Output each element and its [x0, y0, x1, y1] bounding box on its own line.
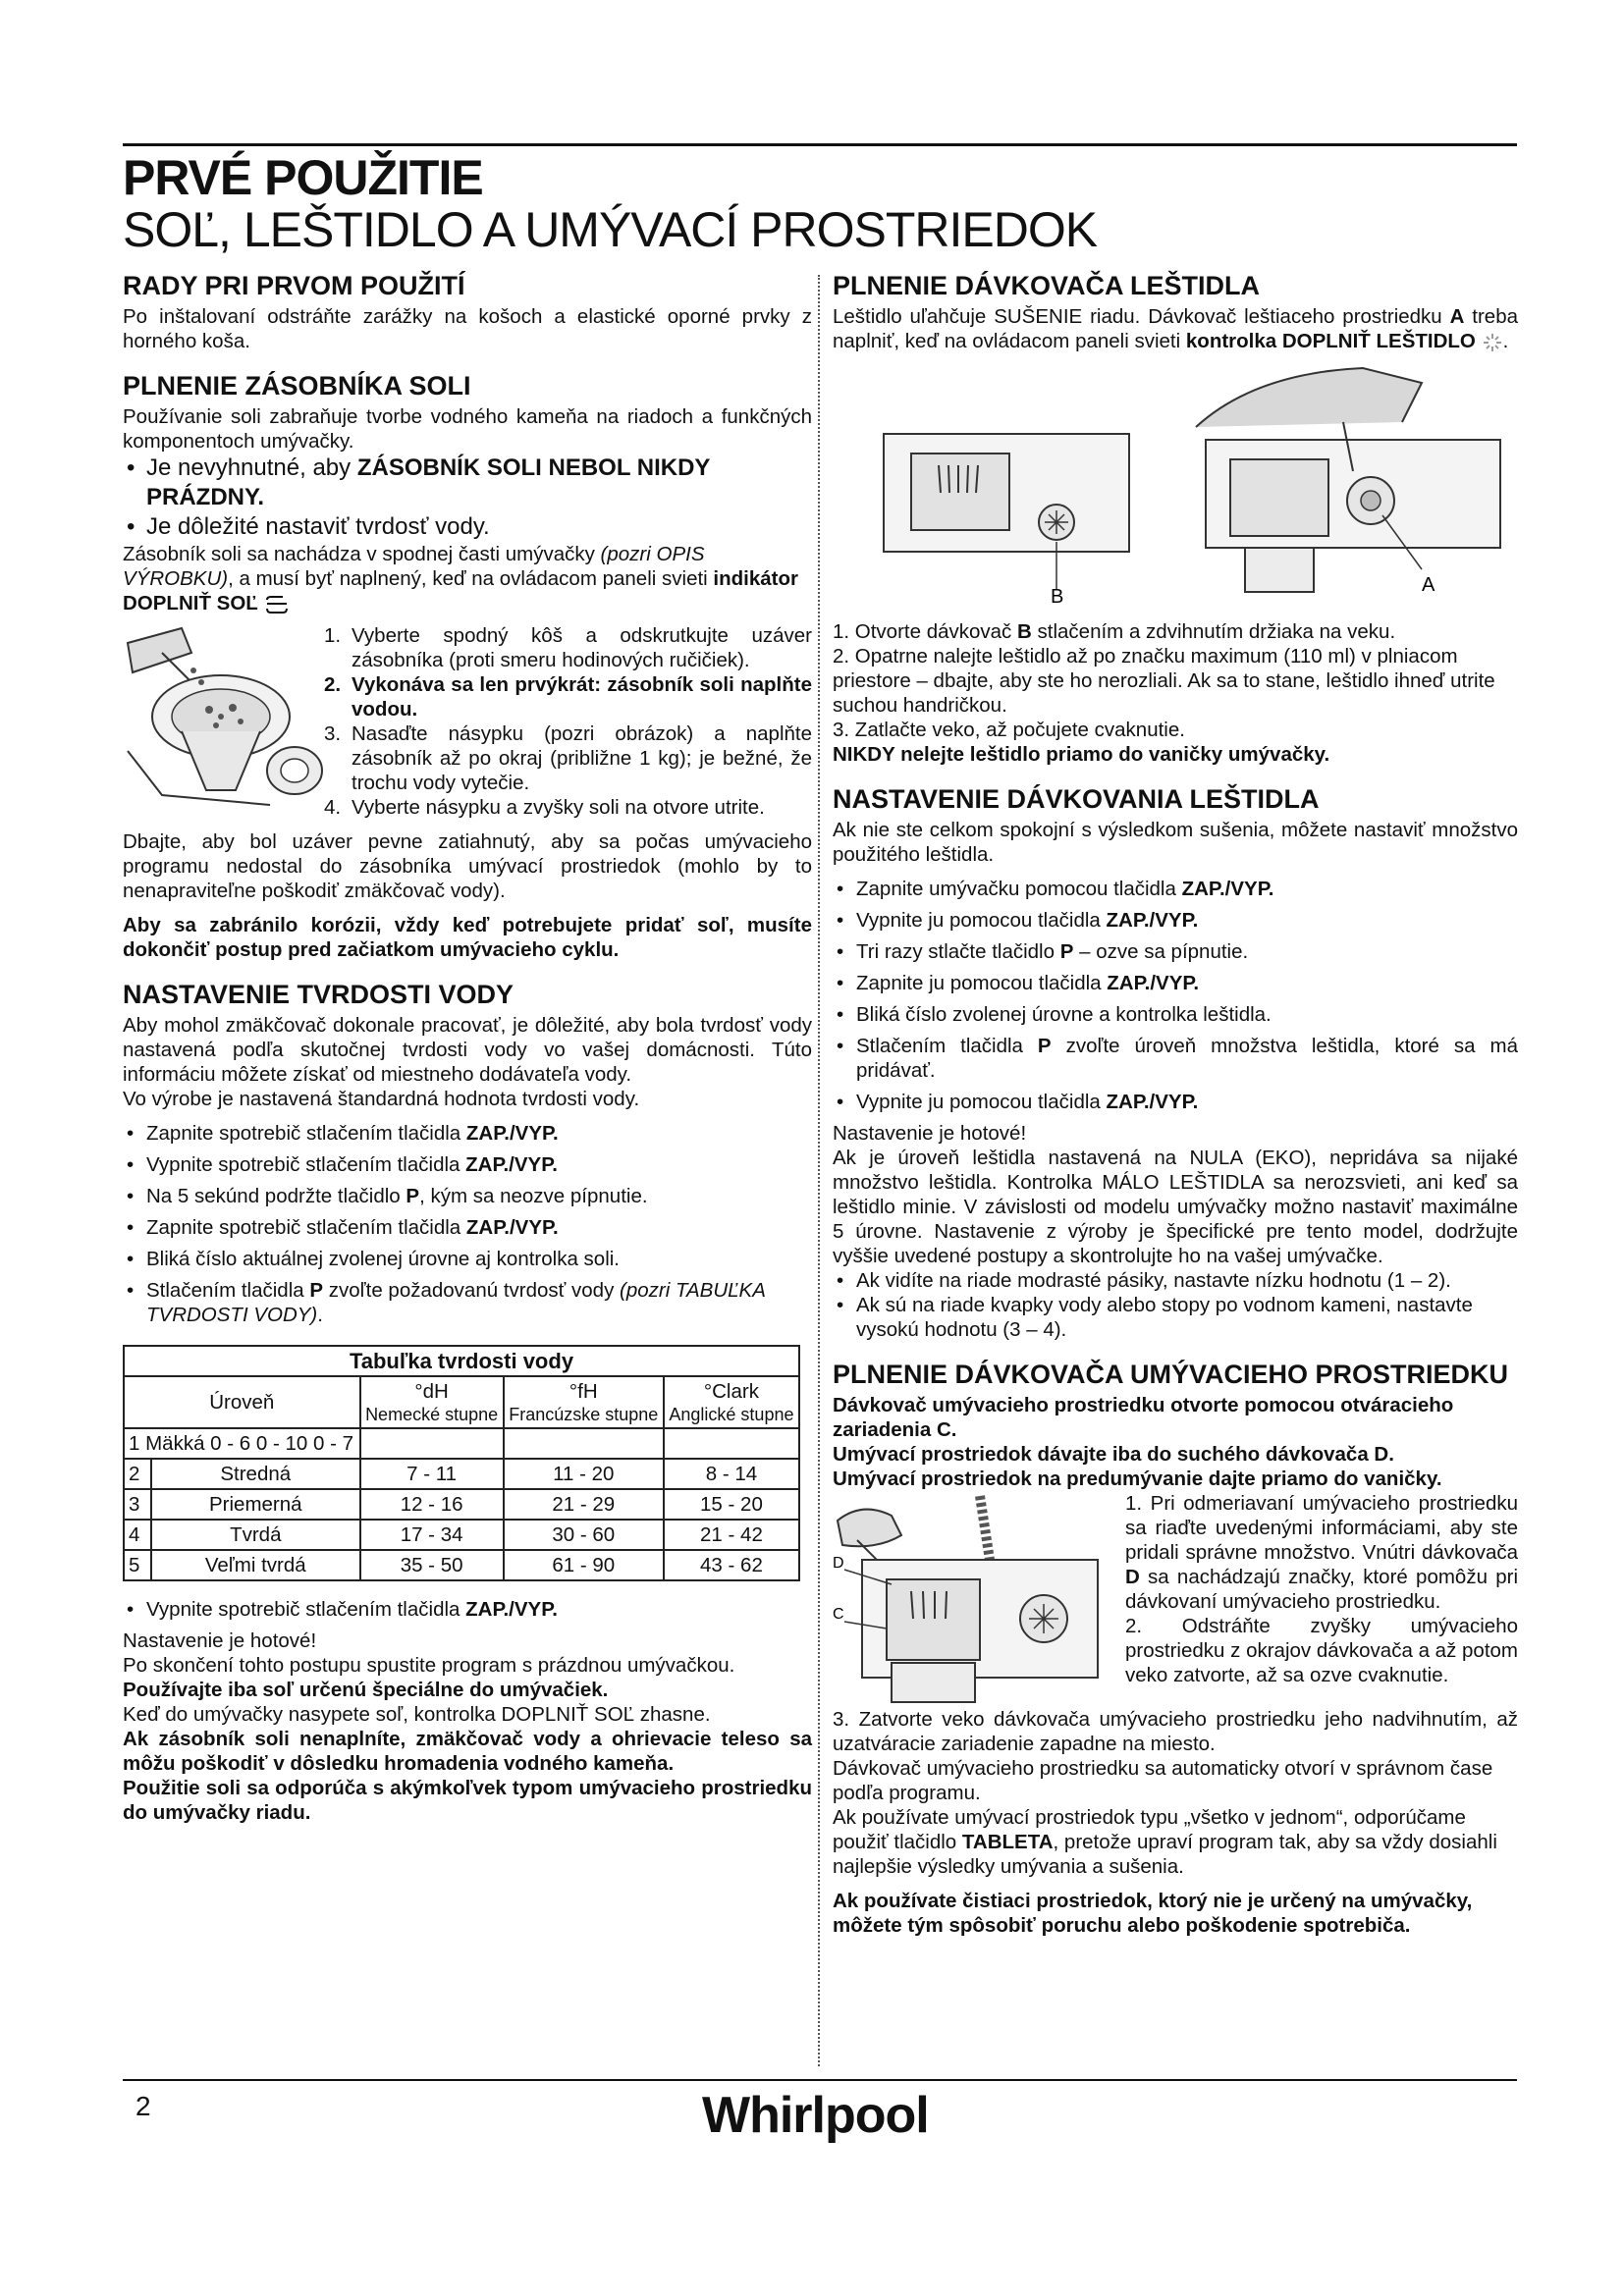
hardness-done: Nastavenie je hotové! [123, 1629, 317, 1652]
dosage-tip: • Ak vidíte na riade modrasté pásiky, nastavte nízku hodnotu (1 – 2). [833, 1268, 1518, 1293]
detergent-steps [1117, 1491, 1518, 1707]
salt-type-note: Používajte iba soľ určenú špeciálne do umývačiek. [123, 1679, 609, 1701]
label-d: D [833, 1555, 844, 1572]
salt-step: 3. Nasaďte násypku (pozri obrázok) a naplňte zásobník až po okraj (približne 1 kg); je bežné, že trochu vody vytečie. [324, 722, 812, 794]
table-row: 1 Mäkká 0 - 6 0 - 10 0 - 7 [124, 1428, 799, 1459]
bottom-rule [123, 2079, 1517, 2081]
salt-steps-list [324, 623, 812, 820]
hardness-step: • Vypnite spotrebič stlačením tlačidla ZAP./VYP. [123, 1152, 812, 1177]
salt-recommendation: Použitie soli sa odporúča s akýmkoľvek typom umývacieho prostriedku do umývačky riadu. [123, 1777, 812, 1824]
table-row: 5 Veľmi tvrdá 35 - 50 61 - 90 43 - 62 [124, 1550, 799, 1580]
detergent-steps-block [833, 1491, 1518, 1707]
rinse-warning: NIKDY nelejte leštidlo priamo do vaničky umývačky. [833, 743, 1330, 766]
salt-key-points [123, 454, 812, 542]
dosage-step: • Vypnite ju pomocou tlačidla ZAP./VYP. [833, 908, 1518, 933]
hardness-intro: Aby mohol zmäkčovač dokonale pracovať, je dôležité, aby bola tvrdosť vody nastavená podľa skutočnej tvrdosti vody vo vašej domácnosti. Túto informáciu môžete získať od miestneho dodávateľa vody. [123, 1014, 812, 1086]
salt-step: 1. Vyberte spodný kôš a odskrutkujte uzáver zásobníka (proti smeru hodinových ručičiek). [324, 624, 812, 671]
table-header-clark: °Clark Anglické stupne [664, 1376, 799, 1428]
rinse-dispenser-illustration [833, 363, 1518, 604]
rinse-step: 1. Otvorte dávkovač B stlačením a zdvihnutím držiaka na veku. [833, 620, 1396, 643]
section-heading-salt: PLNENIE ZÁSOBNÍKA SOLI [123, 371, 471, 400]
hardness-default: Vo výrobe je nastavená štandardná hodnota tvrdosti vody. [123, 1088, 640, 1110]
table-row: 2 Stredná 7 - 11 11 - 20 8 - 14 [124, 1459, 799, 1489]
water-hardness-table [123, 1345, 800, 1581]
detergent-step-3: 3. Zatvorte veko dávkovača umývacieho prostriedku jeho nadvihnutím, až uzatváracie zariadenie zapadne na miesto. [833, 1708, 1518, 1755]
detergent-all-in-one: Ak používate umývací prostriedok typu „všetko v jednom“, odporúčame použiť tlačidlo TABLETA, pretože upraví program tak, aby sa vždy dosiahli najlepšie výsledky umývania a sušenia. [833, 1806, 1497, 1878]
table-row: 3 Priemerná 12 - 16 21 - 29 15 - 20 [124, 1489, 799, 1520]
salt-damage-warning: Ak zásobník soli nenaplníte, zmäkčovač vody a ohrievacie teleso sa môžu poškodiť v dôsledku hromadenia vodného kameňa. [123, 1728, 812, 1775]
detergent-open-note: Dávkovač umývacieho prostriedku otvorte pomocou otváracieho zariadenia C. [833, 1394, 1454, 1441]
dosage-tip: • Ak sú na riade kvapky vody alebo stopy po vodnom kameni, nastavte vysokú hodnotu (3 – 4). [833, 1293, 1518, 1342]
salt-point-1: • Je nevyhnutné, aby ZÁSOBNÍK SOLI NEBOL NIKDY PRÁZDNY. [123, 454, 812, 512]
table-header-dh: °dH Nemecké stupne [360, 1376, 504, 1428]
right-column [833, 271, 1518, 1938]
top-rule [123, 143, 1517, 146]
hardness-step: • Zapnite spotrebič stlačením tlačidla ZAP./VYP. [123, 1121, 812, 1146]
rinse-intro: Leštidlo uľahčuje SUŠENIE riadu. Dávkovač leštiaceho prostriedku A treba naplniť, keď na ovládacom paneli svieti kontrolka DOPLNIŤ LEŠTIDLO . [833, 305, 1518, 352]
salt-refill-icon [264, 594, 290, 615]
detergent-dry-note: Umývací prostriedok dávajte iba do suchého dávkovača D. [833, 1443, 1394, 1466]
rinse-steps [833, 619, 1518, 742]
detergent-step-1: 1. Pri odmeriavaní umývacieho prostriedku sa riaďte uvedenými informáciami, aby ste pridali správne množstvo. Vnútri dávkovača D sa nachádzajú značky, ktoré pomôžu pri dávkovaní umývacieho prostriedku. [1125, 1492, 1518, 1613]
section-heading-rinse-aid: PLNENIE DÁVKOVAČA LEŠTIDLA [833, 271, 1261, 300]
first-use-text: Po inštalovaní odstráňte zarážky na košoch a elastické oporné prvky z horného koša. [123, 305, 812, 352]
rinse-step: 2. Opatrne nalejte leštidlo až po značku maximum (110 ml) v plniacom priestore – dbajte, aby ste ho nerozliali. Ak sa to stane, leštidlo ihneď utrite suchou handričkou. [833, 645, 1495, 717]
table-header-fh: °fH Francúzske stupne [504, 1376, 664, 1428]
salt-point-2: • Je dôležité nastaviť tvrdosť vody. [123, 512, 812, 542]
section-heading-detergent: PLNENIE DÁVKOVAČA UMÝVACIEHO PROSTRIEDKU [833, 1360, 1509, 1389]
detergent-prewash-note: Umývací prostriedok na predumývanie dajte priamo do vaničky. [833, 1468, 1442, 1490]
dosage-step: • Stlačením tlačidla P zvoľte úroveň množstva leštidla, ktoré sa má pridávať. [833, 1034, 1518, 1083]
dosage-step: • Vypnite ju pomocou tlačidla ZAP./VYP. [833, 1090, 1518, 1114]
detergent-auto-open: Dávkovač umývacieho prostriedku sa automaticky otvorí v správnom čase podľa programu. [833, 1757, 1493, 1804]
section-heading-first-use: RADY PRI PRVOM POUŽITÍ [123, 271, 465, 300]
hardness-steps [123, 1121, 812, 1327]
page-subtitle: SOĽ, LEŠTIDLO A UMÝVACÍ PROSTRIEDOK [123, 202, 1098, 257]
page-number: 2 [135, 2091, 151, 2121]
dosage-step: • Zapnite ju pomocou tlačidla ZAP./VYP. [833, 971, 1518, 995]
left-column [123, 271, 812, 1825]
salt-cap-warning: Dbajte, aby bol uzáver pevne zatiahnutý, aby sa počas umývacieho programu nedostal do zásobníka umývací prostriedok (mohlo by to nenapraviteľne poškodiť zmäkčovač vody). [123, 830, 812, 902]
salt-intro: Používanie soli zabraňuje tvorbe vodného kameňa na riadoch a funkčných komponentoch umývačky. [123, 405, 812, 453]
hardness-step: • Bliká číslo aktuálnej zvolenej úrovne aj kontrolka soli. [123, 1247, 812, 1271]
label-a: A [1422, 574, 1435, 596]
dosage-intro: Ak nie ste celkom spokojní s výsledkom sušenia, môžete nastaviť množstvo použitého leštidla. [833, 819, 1518, 866]
salt-step: 2. Vykonáva sa len prvýkrát: zásobník soli naplňte vodou. [324, 673, 812, 721]
detergent-warning: Ak používate čistiaci prostriedok, ktorý nie je určený na umývačky, môžete tým spôsobiť poruchu alebo poškodenie spotrebiča. [833, 1890, 1473, 1937]
salt-indicator-note: Keď do umývačky nasypete soľ, kontrolka DOPLNIŤ SOĽ zhasne. [123, 1703, 711, 1726]
salt-step: 4. Vyberte násypku a zvyšky soli na otvore utrite. [324, 796, 765, 819]
column-divider [818, 275, 820, 2066]
salt-funnel-illustration [123, 623, 324, 810]
detergent-step-2: 2. Odstráňte zvyšky umývacieho prostriedku z okrajov dávkovača a až potom veko zatvorte, až sa ozve cvaknutie. [1125, 1615, 1518, 1686]
detergent-dispenser-illustration [833, 1491, 1117, 1707]
rinse-step: 3. Zatlačte veko, až počujete cvaknutie. [833, 719, 1185, 741]
hardness-step: • Na 5 sekúnd podržte tlačidlo P, kým sa neozve pípnutie. [123, 1184, 812, 1208]
hardness-final-step: • Vypnite spotrebič stlačením tlačidla ZAP./VYP. [123, 1597, 812, 1622]
label-c: C [833, 1606, 844, 1623]
table-header-level: Úroveň [124, 1376, 360, 1428]
hardness-empty-run: Po skončení tohto postupu spustite program s prázdnou umývačkou. [123, 1654, 735, 1677]
rinse-aid-icon [1482, 332, 1503, 353]
hardness-step: • Stlačením tlačidla P zvoľte požadovanú tvrdosť vody (pozri TABUĽKA TVRDOSTI VODY). [123, 1278, 812, 1327]
salt-steps-block [123, 623, 812, 820]
table-caption: Tabuľka tvrdosti vody [124, 1346, 799, 1376]
dosage-tips [833, 1268, 1518, 1342]
brand-logo: Whirlpool [702, 2087, 929, 2144]
label-b: B [1051, 586, 1064, 604]
dosage-steps [833, 877, 1518, 1114]
dosage-step: • Tri razy stlačte tlačidlo P – ozve sa pípnutie. [833, 939, 1518, 964]
page-title: PRVÉ POUŽITIE [123, 150, 483, 205]
dosage-done: Nastavenie je hotové! [833, 1122, 1027, 1145]
salt-location-text: Zásobník soli sa nachádza v spodnej časti umývačky (pozri OPIS VÝROBKU), a musí byť naplnený, keď na ovládacom paneli svieti indikátor DOPLNIŤ SOĽ [123, 543, 798, 614]
dosage-step: • Bliká číslo zvolenej úrovne a kontrolka leštidla. [833, 1002, 1518, 1027]
section-heading-rinse-dosage: NASTAVENIE DÁVKOVANIA LEŠTIDLA [833, 784, 1320, 814]
salt-corrosion-note: Aby sa zabránilo korózii, vždy keď potrebujete pridať soľ, musíte dokončiť postup pred začiatkom umývacieho cyklu. [123, 914, 812, 961]
table-row: 4 Tvrdá 17 - 34 30 - 60 21 - 42 [124, 1520, 799, 1550]
dosage-step: • Zapnite umývačku pomocou tlačidla ZAP./VYP. [833, 877, 1518, 901]
hardness-step: • Zapnite spotrebič stlačením tlačidla ZAP./VYP. [123, 1215, 812, 1240]
section-heading-water-hardness: NASTAVENIE TVRDOSTI VODY [123, 980, 514, 1009]
dosage-info: Ak je úroveň leštidla nastavená na NULA (EKO), nepridáva sa nijaké množstvo leštidla. Kontrolka MÁLO LEŠTIDLA sa nerozsvieti, ani keď sa leštidlo minie. V závislosti od modelu umývačky možno nastaviť maximálne 5 úrovne. Nastavenie z výroby je špecifické pre tento model, dodržujte vyššie uvedené postupy a skontrolujte ho na vašej umývačke. [833, 1147, 1518, 1267]
